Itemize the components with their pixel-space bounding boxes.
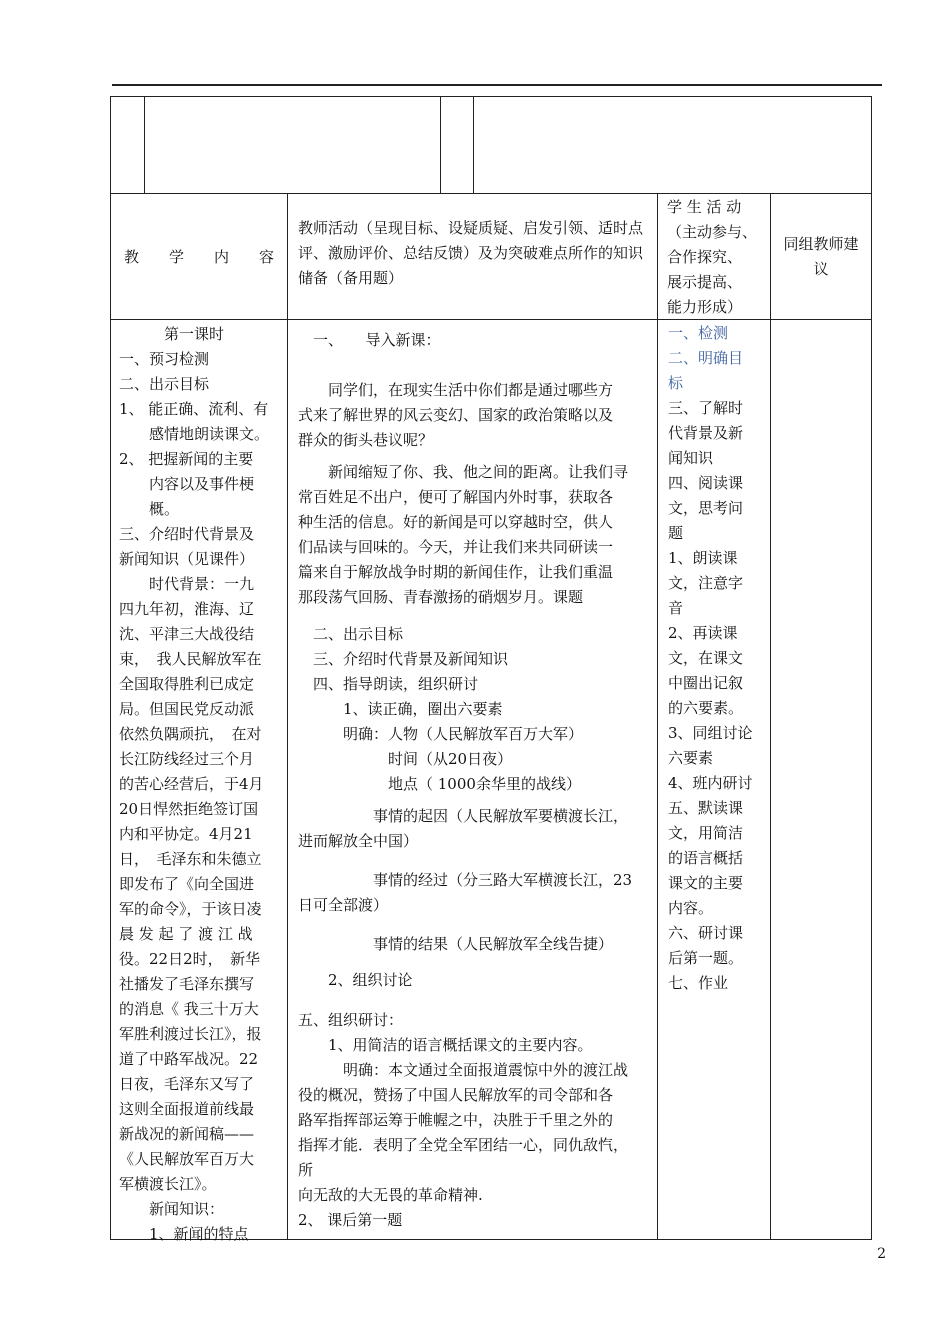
teacher-line: 们品读与回味的。今天，并让我们来共同研读一: [298, 538, 614, 556]
student-line: 的语言概括: [668, 849, 744, 867]
teacher-line: 那段荡气回肠、青春激扬的硝烟岁月。课题: [298, 588, 584, 606]
content-line: 新闻知识（见课件）: [119, 550, 255, 568]
content-line: 1、新闻的特点: [119, 1225, 249, 1243]
student-line: 文，注意字: [668, 574, 744, 592]
student-line-highlighted: 一、检测: [668, 324, 729, 342]
content-line: 役。22日2时， 新华: [119, 950, 261, 968]
content-line: 一、预习检测: [119, 350, 210, 368]
teacher-line: 种生活的信息。好的新闻是可以穿越时空，供人: [298, 513, 614, 531]
header-teacher-activity: [287, 193, 658, 320]
teacher-line: 2、组织讨论: [298, 971, 413, 989]
content-line: 的苦心经营后，于4月: [119, 775, 264, 793]
page-number: 2: [877, 1246, 886, 1262]
content-line: 内和平协定。4月21: [119, 825, 253, 843]
content-line: 新闻知识：: [119, 1200, 225, 1218]
content-line: 日夜，毛泽东又写了: [119, 1075, 255, 1093]
content-line: 局。但国民党反动派: [119, 700, 255, 718]
student-line: 2、再读课: [668, 624, 738, 642]
teacher-line: 常百姓足不出户，便可了解国内外时事，获取各: [298, 488, 614, 506]
content-line: 军的命令》，于该日凌: [119, 900, 262, 918]
content-line: 依然负隅顽抗， 在对: [119, 725, 262, 743]
top-row-cell-1: [110, 96, 145, 194]
content-line: 三、介绍时代背景及: [119, 525, 255, 543]
teacher-line: 篇来自于解放战争时期的新闻佳作，让我们重温: [298, 563, 614, 581]
content-line: 时代背景：一九: [119, 575, 255, 593]
teacher-line: 地点（ 1000余华里的战线）: [298, 775, 581, 793]
teacher-line: 新闻缩短了你、我、他之间的距离。让我们寻: [298, 463, 629, 481]
student-line: 音: [668, 599, 684, 617]
student-line: 后第一题。: [668, 949, 744, 967]
teacher-line: 一、 导入新课：: [298, 331, 441, 349]
teacher-line: 时间（从20日夜）: [298, 750, 513, 768]
student-line: 六要素: [668, 749, 714, 767]
student-activity-text: [668, 321, 753, 996]
content-line: 感情地朗读课文。: [119, 425, 270, 443]
top-row-cell-4: [473, 96, 872, 194]
teacher-line: 指挥才能．表明了全党全军团结一心，同仇敌忾，: [298, 1136, 629, 1154]
content-line: 二、出示目标: [119, 375, 210, 393]
header-student-line: 展示提高、: [667, 273, 743, 291]
teacher-line: 二、出示目标: [298, 625, 404, 643]
content-line: 《人民解放军百万大: [119, 1150, 255, 1168]
header-group-advice: [770, 193, 872, 320]
student-line: 题: [668, 524, 684, 542]
student-line: 内容。: [668, 899, 714, 917]
content-line: 日， 毛泽东和朱德立: [119, 850, 262, 868]
content-line: 道了中路军战况。22: [119, 1050, 259, 1068]
teacher-paragraph: [298, 932, 613, 957]
header-teaching-content: [110, 193, 288, 320]
student-line: 4、班内研讨: [668, 774, 753, 792]
teacher-activity-text: [298, 320, 654, 1235]
header-teaching-content-text: 教 学 内 容: [123, 248, 274, 266]
content-line: 军横渡长江》。: [119, 1175, 217, 1193]
header-advice-line: 议: [813, 260, 829, 278]
header-teacher-activity-text: 教师活动（呈现目标、设疑质疑、启发引领、适时点评、激励评价、总结反馈）及为突破难点所作的知识储备（备用题）: [298, 219, 644, 287]
student-line: 六、研讨课: [668, 924, 744, 942]
header-rule: [112, 84, 882, 86]
student-activity-cell: [657, 319, 771, 1240]
content-line: 晨 发 起 了 渡 江 战: [119, 925, 253, 943]
student-line: 的六要素。: [668, 699, 744, 717]
student-line-highlighted: 标: [668, 374, 684, 392]
content-line: 束， 我人民解放军在: [119, 650, 262, 668]
student-line: 文，思考问: [668, 499, 744, 517]
teacher-line: 四、指导朗读，组织研讨: [298, 675, 479, 693]
content-line: 概。: [119, 500, 180, 518]
student-line: 课文的主要: [668, 874, 744, 892]
header-student-line: 能力形成）: [667, 298, 743, 316]
content-line: 20日悍然拒绝签订国: [119, 800, 259, 818]
teacher-line: 明确：本文通过全面报道震惊中外的渡江战: [298, 1061, 629, 1079]
teacher-paragraph: [298, 1008, 628, 1233]
teacher-line: 同学们，在现实生活中你们都是通过哪些方: [298, 381, 614, 399]
student-line: 七、作业: [668, 974, 729, 992]
content-line: 即发布了《向全国进: [119, 875, 255, 893]
teacher-paragraph: [298, 378, 613, 453]
teacher-line: 五、组织研讨：: [298, 1011, 404, 1029]
student-line: 文，在课文: [668, 649, 744, 667]
top-row-cell-3: [440, 96, 474, 194]
teacher-line: 事情的经过（分三路大军横渡长江，23: [298, 871, 633, 889]
student-line: 闻知识: [668, 449, 714, 467]
teacher-paragraph: [298, 968, 413, 993]
header-student-line: 学 生 活 动: [667, 198, 742, 216]
content-line: 军胜利渡过长江》，报: [119, 1025, 262, 1043]
content-line: 内容以及事件梗: [119, 475, 255, 493]
top-row-cell-2: [144, 96, 441, 194]
content-line: 第一课时: [119, 325, 225, 343]
student-line: 1、朗读课: [668, 549, 738, 567]
teaching-content-text: [119, 322, 269, 1247]
teacher-paragraph: [298, 328, 441, 353]
header-student-activity-text: [667, 195, 757, 320]
group-advice-cell: [770, 319, 872, 1240]
student-line: 中圈出记叙: [668, 674, 744, 692]
student-line: 文，用简洁: [668, 824, 744, 842]
teacher-line: 日可全部渡）: [298, 896, 389, 914]
teacher-line: 所: [298, 1161, 314, 1179]
header-advice-line: 同组教师建: [783, 235, 859, 253]
teacher-line: 1、读正确，圈出六要素: [298, 700, 503, 718]
student-line: 五、默读课: [668, 799, 744, 817]
header-student-line: （主动参与、: [667, 223, 758, 241]
teacher-line: 向无敌的大无畏的革命精神.: [298, 1186, 483, 1204]
teacher-line: 明确：人物（人民解放军百万大军）: [298, 725, 584, 743]
teacher-activity-cell: [287, 319, 658, 1240]
student-line: 3、同组讨论: [668, 724, 753, 742]
header-student-line: 合作探究、: [667, 248, 743, 266]
teacher-paragraph: [298, 868, 632, 918]
content-line: 这则全面报道前线最: [119, 1100, 255, 1118]
header-group-advice-text: [771, 232, 871, 282]
teacher-line: 事情的结果（人民解放军全线告捷）: [298, 935, 614, 953]
content-line: 沈、平津三大战役结: [119, 625, 255, 643]
teacher-line: 群众的街头巷议呢？: [298, 431, 434, 449]
teacher-paragraph: [298, 804, 628, 854]
header-student-activity: [657, 193, 771, 320]
content-line: 四九年初，淮海、辽: [119, 600, 255, 618]
teacher-line: 事情的起因（人民解放军要横渡长江，: [298, 807, 629, 825]
content-line: 1、 能正确、流利、有: [119, 400, 269, 418]
teacher-line: 路军指挥部运筹于帷幄之中，决胜于千里之外的: [298, 1111, 614, 1129]
content-line: 新战况的新闻稿——: [119, 1125, 255, 1143]
student-line: 三、了解时: [668, 399, 744, 417]
teacher-line: 式来了解世界的风云变幻、国家的政治策略以及: [298, 406, 614, 424]
content-line: 社播发了毛泽东撰写: [119, 975, 255, 993]
teacher-line: 三、介绍时代背景及新闻知识: [298, 650, 509, 668]
teaching-content-cell: [110, 319, 288, 1243]
teacher-line: 1、用简洁的语言概括课文的主要内容。: [298, 1036, 593, 1054]
content-line: 的消息《 我三十万大: [119, 1000, 259, 1018]
student-line: 四、阅读课: [668, 474, 744, 492]
student-line-highlighted: 二、明确目: [668, 349, 744, 367]
student-line: 代背景及新: [668, 424, 744, 442]
teacher-paragraph: [298, 460, 628, 610]
content-line: 长江防线经过三个月: [119, 750, 255, 768]
teacher-line: 役的概况，赞扬了中国人民解放军的司令部和各: [298, 1086, 614, 1104]
content-line: 2、 把握新闻的主要: [119, 450, 254, 468]
teacher-paragraph: [298, 622, 583, 797]
content-line: 全国取得胜利已成定: [119, 675, 255, 693]
teacher-line: 进而解放全中国）: [298, 832, 419, 850]
teacher-line: 2、 课后第一题: [298, 1211, 403, 1229]
